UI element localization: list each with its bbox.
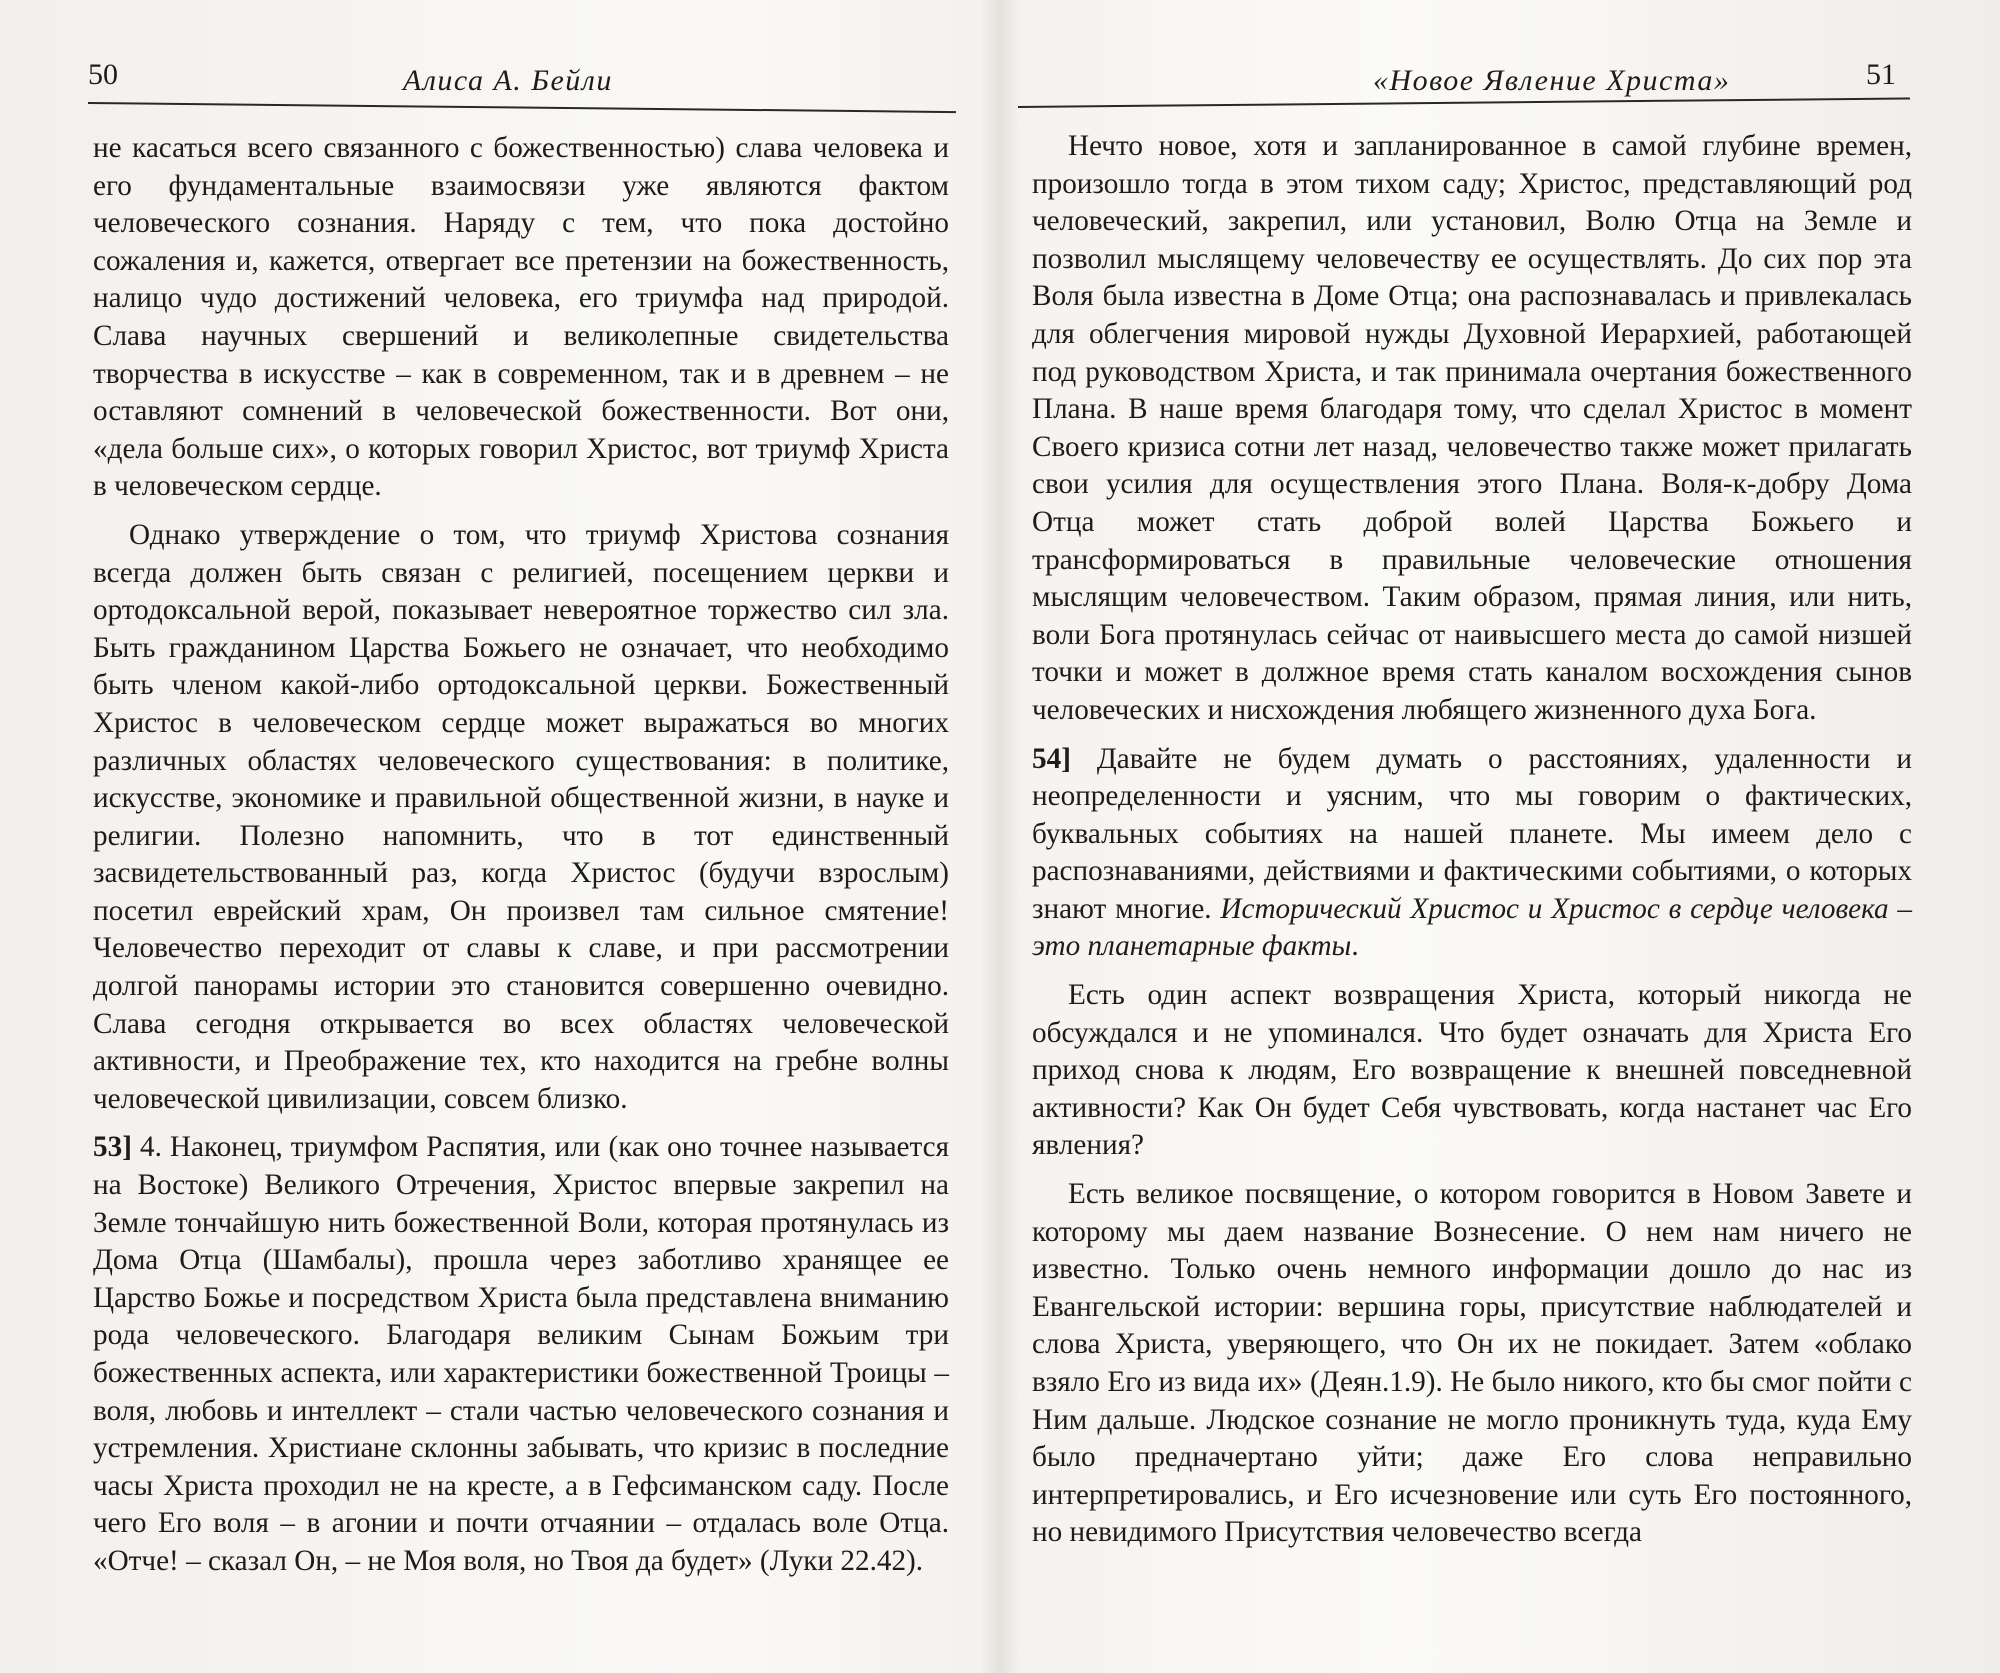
right-page: [1000, 0, 2000, 1673]
paragraph: Нечто новое, хотя и запланированное в самой глубине времен, произошло тогда в этом тихом саду; Христос, представляющий род человеческий, закрепил, или установил, Волю Отца на Земле и позволил мыслящему человечеству ее осуществлять. До сих пор эта Воля была известна в Доме Отца; она распознавалась и привлекалась для облегчения мировой нужды Духовной Иерархией, работающей под руководством Христа, и так принимала очертания божественного Плана. В наше время благодаря тому, что сделал Христос в момент Своего кризиса сотни лет назад, человечество также может прилагать свои усилия для осуществления этого Плана. Воля-к-добру Дома Отца может стать доброй волей Царства Божьего и трансформироваться в правильные человеческие отношения мыслящим человечеством. Таким образом, прямая линия, или нить, воли Бога протянулась сейчас от наивысшего места до самой низшей точки и может в должное время стать каналом восхождения сынов человеческих и нисхождения любящего жизненного духа Бога.: [1032, 130, 1912, 726]
verse-marker: 54]: [1032, 742, 1071, 775]
paragraph: не касаться всего связанного с божественностью) слава человека и его фундаментальные взаимосвязи уже являются фактом человеческого сознания. Наряду с тем, что пока достойно сожаления и, кажется, отвергает все претензии на божественность, налицо чудо достижений человека, его триумфа над природой. Слава научных свершений и великолепные свидетельства творчества в искусстве – как в современном, так и в древнем – не оставляют сомнений в человеческой божественности. Вот они, «дела больше сих», о которых говорил Христос, вот триумф Христа в человеческом сердце.: [93, 132, 949, 503]
right-page-number: 51: [1866, 58, 1896, 91]
paragraph: 54] Давайте не будем думать о расстояниях, удаленности и неопределенности и уясним, что мы говорим о фактических, буквальных событиях на нашей планете. Мы имеем дело с распознаваниями, действиями и фактическими событиями, о которых знают многие. Исторический Христос и Христос в сердце человека – это планетарные факты.: [1032, 742, 1913, 963]
right-header-rule: [1018, 97, 1910, 108]
left-page-header: [88, 58, 958, 108]
paragraph: Однако утверждение о том, что триумф Христова сознания всегда должен быть связан с религией, посещением церкви и ортодоксальной верой, показывает невероятное торжество сил зла. Быть гражданином Царства Божьего не означает, что необходимо быть членом какой-либо ортодоксальной церкви. Божественный Христос в человеческом сердце может выражаться во многих различных областях человеческого существования: в политике, искусстве, экономике и правильной общественной жизни, в науке и религии. Полезно напомнить, что в тот единственный засвидетельствованный раз, когда Христос (будучи взрослым) посетил еврейский храм, Он произвел там сильное смятение! Человечество переходит от славы к славе, и при рассмотрении долгой панорамы истории это становится совершенно очевидно. Слава сегодня открывается во всех областях человеческой активности, и Преображение тех, кто находится на гребне волны человеческой цивилизации, совсем близко.: [93, 518, 949, 1115]
left-page-body: [93, 130, 949, 1592]
left-page-number: 50: [88, 58, 118, 91]
left-running-head: Алиса А. Бейли: [403, 64, 613, 97]
left-header-rule: [88, 102, 956, 113]
paragraph: 53] 4. Наконец, триумфом Распятия, или (как оно точнее называется на Востоке) Великого Отречения, Христос впервые закрепил на Земле тончайшую нить божественной Воли, которая протянулась из Дома Отца (Шамбалы), прошла через заботливо хранящее ее Царство Божье и посредством Христа была представлена вниманию рода человеческого. Благодаря великим Сынам Божьим три божественных аспекта, или характеристики божественной Троицы – воля, любовь и интеллект – стали частью человеческого сознания и устремления. Христиане склонны забывать, что кризис в последние часы Христа проходил не на кресте, а в Гефсиманском саду. После чего Его воля – в агонии и почти отчаянии – отдалась воле Отца. «Отче! – сказал Он, – не Моя воля, но Твоя да будет» (Луки 22.42).: [93, 1131, 949, 1577]
right-page-body: [1032, 128, 1912, 1563]
right-page-header: [1018, 58, 1910, 108]
italic-phrase: Исторический Христос и Христос в сердце человека – это планетарные факты: [1032, 892, 1913, 963]
verse-marker: 53]: [93, 1131, 132, 1164]
paragraph: Есть великое посвящение, о котором говорится в Новом Завете и которому мы даем название Вознесение. О нем нам ничего не известно. Только очень немного информации дошло до нас из Евангельской истории: вершина горы, присутствие наблюдателей и слова Христа, уверяющего, что Он их не покидает. Затем «облако взяло Его из вида их» (Деян.1.9). Не было никого, кто бы смог пойти с Ним дальше. Людское сознание не могло проникнуть туда, куда Ему было предначертано уйти; даже Его слова неправильно интерпретировались, и Его исчезновение или суть Его постоянного, но невидимого Присутствия человечество всегда: [1032, 1178, 1912, 1549]
paragraph: Есть один аспект возвращения Христа, который никогда не обсуждался и не упоминался. Что будет означать для Христа Его приход снова к людям, Его возвращение к внешней повседневной активности? Как Он будет Себя чувствовать, когда настанет час Его явления?: [1032, 979, 1912, 1162]
right-running-head: «Новое Явление Христа»: [1373, 64, 1731, 97]
